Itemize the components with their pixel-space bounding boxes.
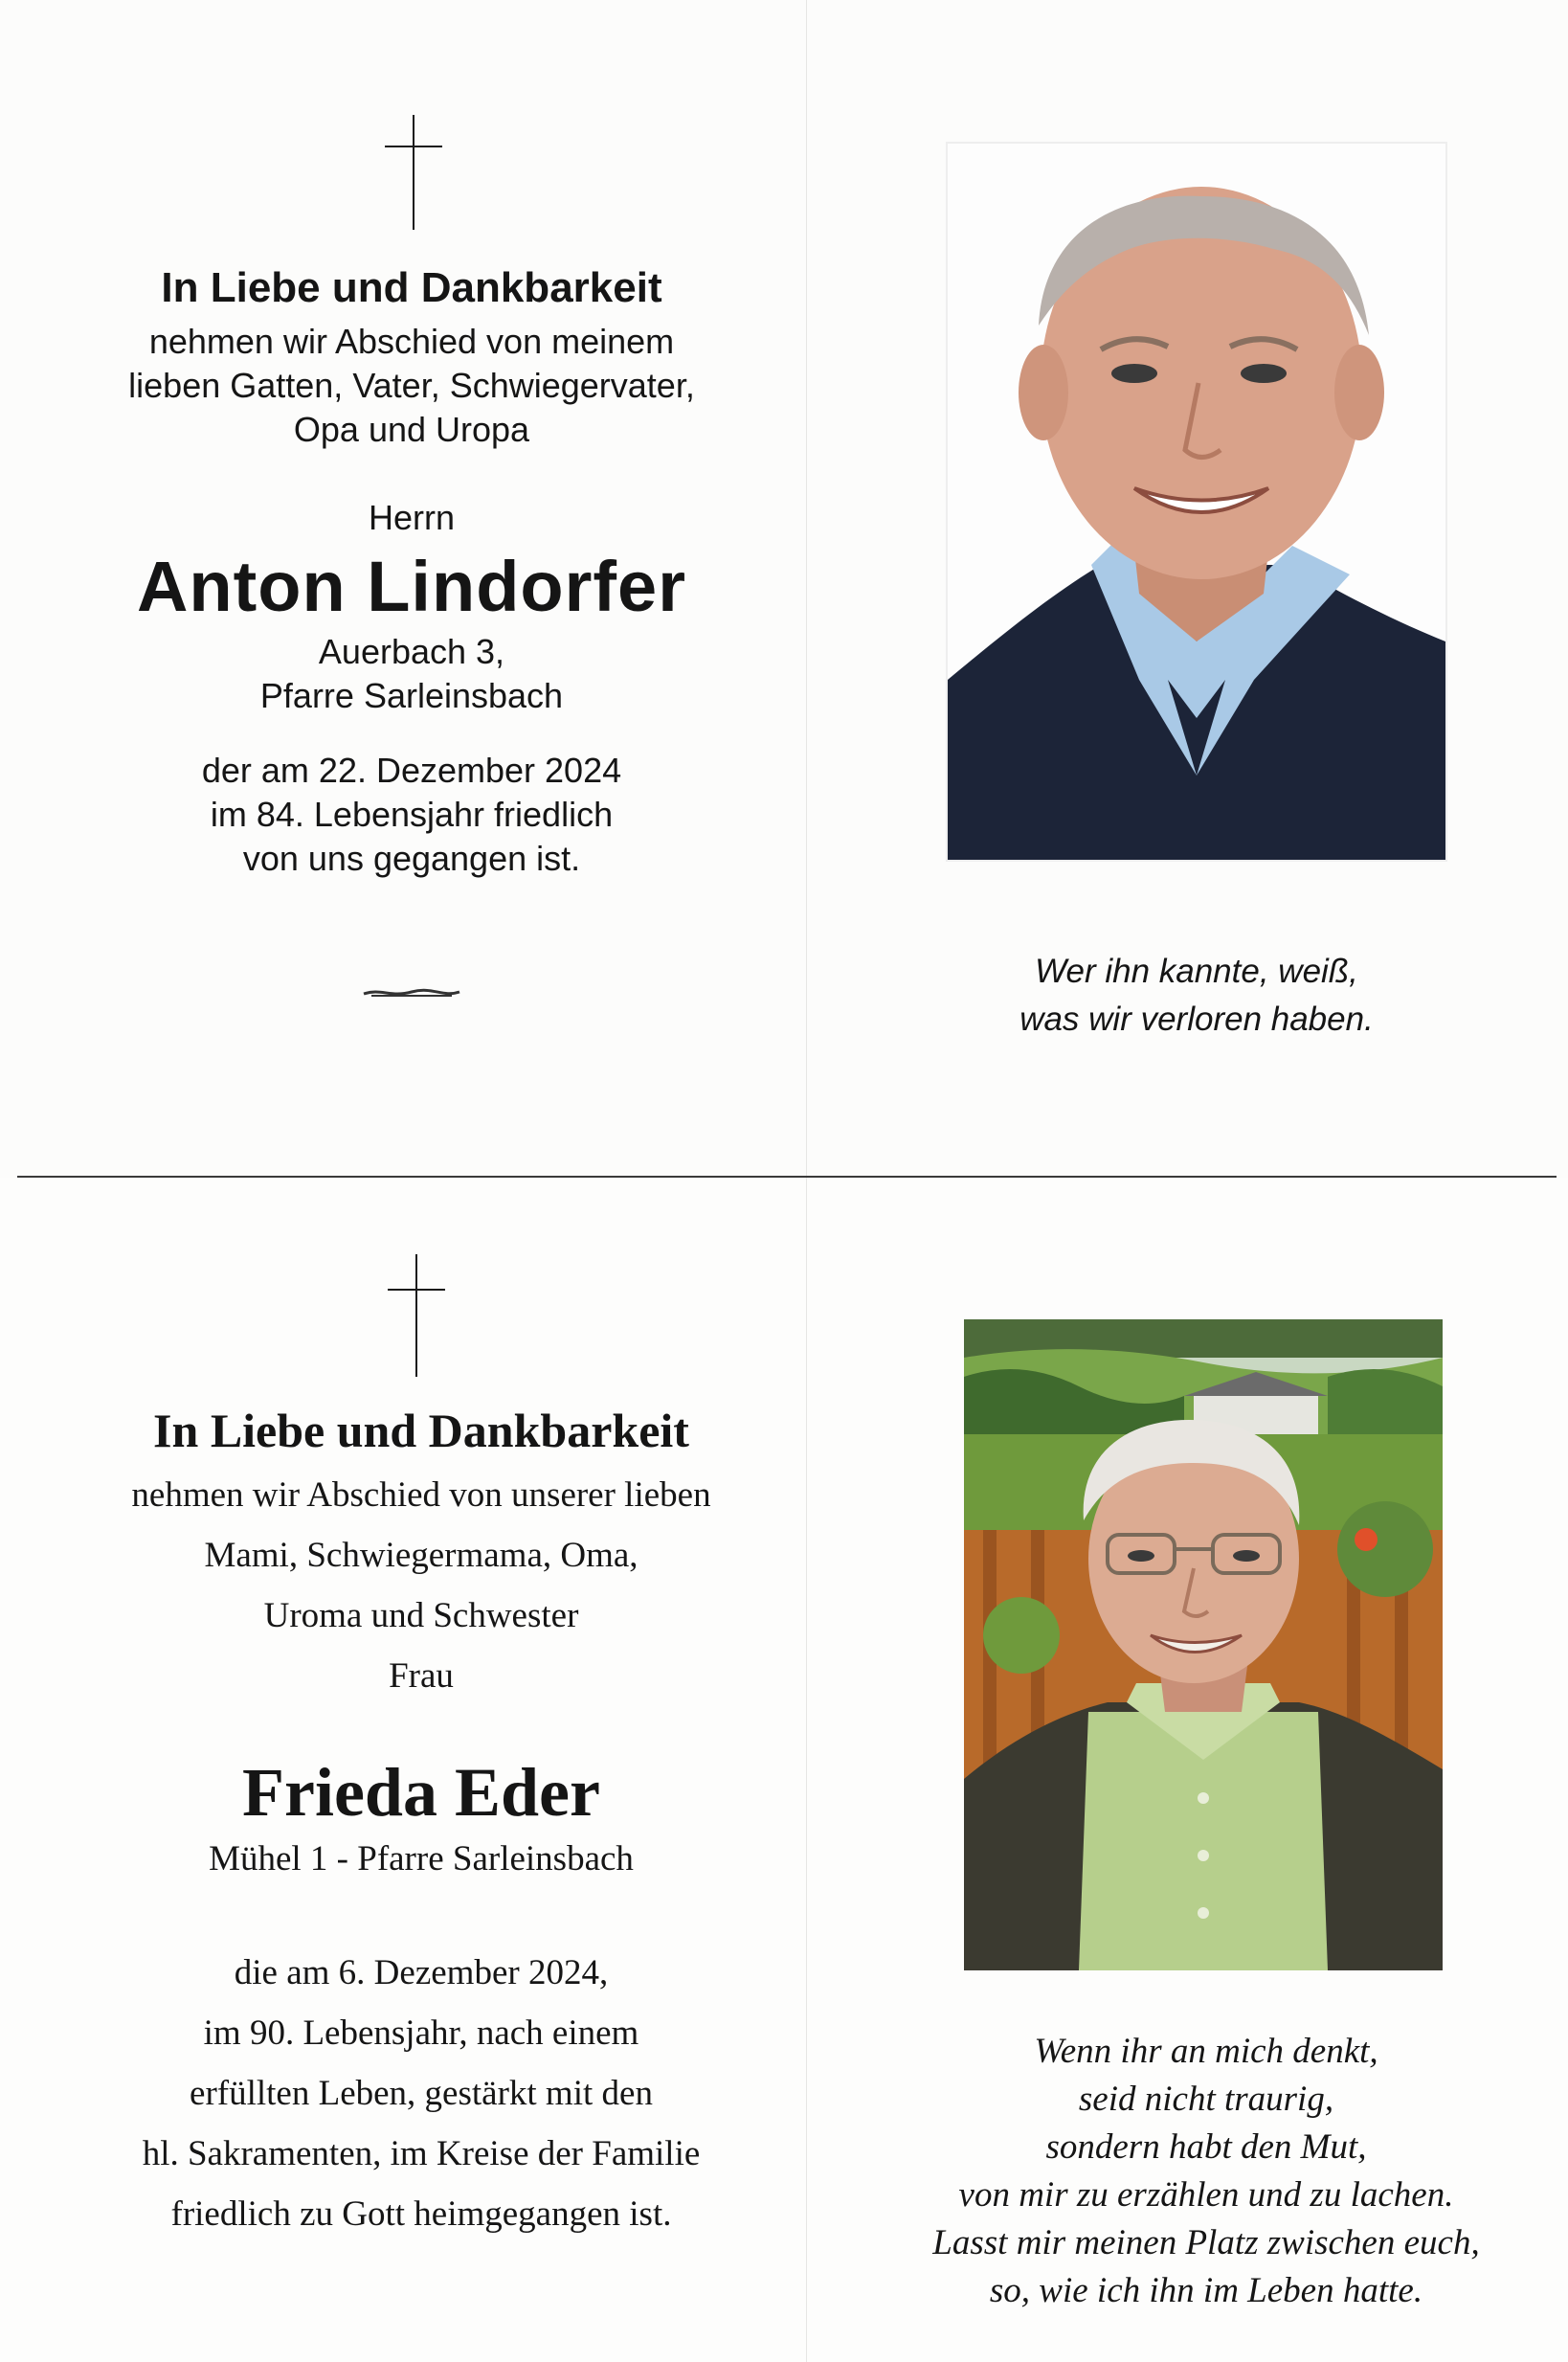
card1-name: Anton Lindorfer — [136, 547, 686, 626]
cross-icon — [388, 1254, 445, 1377]
card1-address-line: Pfarre Sarleinsbach — [259, 676, 564, 715]
card2-quote-line: Wenn ihr an mich denkt, — [1034, 2032, 1378, 2071]
card1-death-line: im 84. Lebensjahr friedlich — [210, 795, 614, 834]
cross-icon — [385, 115, 442, 230]
card2-quote-line: Lasst mir meinen Platz zwischen euch, — [932, 2223, 1480, 2262]
card2-text-panel — [48, 1400, 795, 2244]
portrait-photo-woman — [964, 1319, 1443, 1970]
card2-quote-line: von mir zu erzählen und zu lachen. — [958, 2175, 1454, 2215]
card1-quote — [919, 948, 1474, 1044]
woman-portrait-illustration — [964, 1319, 1443, 1970]
obituary-card-anton — [0, 0, 1568, 1178]
card-fold — [806, 1178, 807, 2362]
card2-intro — [48, 1465, 795, 1706]
portrait-photo-man — [948, 144, 1445, 860]
card1-quote-line: Wer ihn kannte, weiß, — [1035, 953, 1358, 990]
card2-death-line: hl. Sakramenten, im Kreise der Familie — [142, 2134, 701, 2173]
card2-quote-line: seid nicht traurig, — [1078, 2080, 1334, 2119]
man-portrait-illustration — [948, 144, 1445, 860]
card2-death-line: die am 6. Dezember 2024, — [234, 1953, 609, 1992]
obituary-card-frieda — [0, 1178, 1568, 2362]
ornament-divider-icon — [362, 986, 461, 1000]
card1-intro — [57, 320, 766, 452]
card2-death-line: erfüllten Leben, gestärkt mit den — [190, 2074, 653, 2113]
card1-intro-line: nehmen wir Abschied von meinem — [148, 322, 675, 361]
card2-death-line: friedlich zu Gott heimgegangen ist. — [170, 2194, 672, 2234]
card1-heading: In Liebe und Dankbarkeit — [161, 264, 662, 311]
card2-quote — [890, 2028, 1522, 2315]
card1-quote-line: was wir verloren haben. — [1019, 1001, 1374, 1038]
card2-heading: In Liebe und Dankbarkeit — [153, 1404, 689, 1457]
card2-address: Mühel 1 - Pfarre Sarleinsbach — [209, 1839, 634, 1878]
card1-text-panel — [57, 264, 766, 881]
card1-address-line: Auerbach 3, — [318, 632, 505, 671]
card1-death-line: von uns gegangen ist. — [242, 839, 581, 878]
card2-death-notice — [48, 1943, 795, 2244]
card2-quote-line: sondern habt den Mut, — [1045, 2127, 1367, 2167]
card2-death-line: im 90. Lebensjahr, nach einem — [203, 2013, 639, 2053]
card2-quote-line: so, wie ich ihn im Leben hatte. — [989, 2271, 1423, 2310]
card1-intro-line: Opa und Uropa — [293, 410, 530, 449]
card2-name: Frieda Eder — [242, 1754, 600, 1831]
card1-address — [57, 630, 766, 718]
card2-intro-line: Uroma und Schwester — [263, 1596, 579, 1635]
card1-death-notice — [57, 749, 766, 881]
card-fold — [806, 0, 807, 1178]
card1-intro-line: lieben Gatten, Vater, Schwiegervater, — [128, 366, 695, 405]
card2-intro-line: Mami, Schwiegermama, Oma, — [204, 1536, 638, 1575]
card2-intro-line: Frau — [389, 1656, 454, 1696]
card2-intro-line: nehmen wir Abschied von unserer lieben — [131, 1475, 711, 1515]
card1-salutation: Herrn — [368, 498, 456, 537]
card1-death-line: der am 22. Dezember 2024 — [201, 751, 622, 790]
